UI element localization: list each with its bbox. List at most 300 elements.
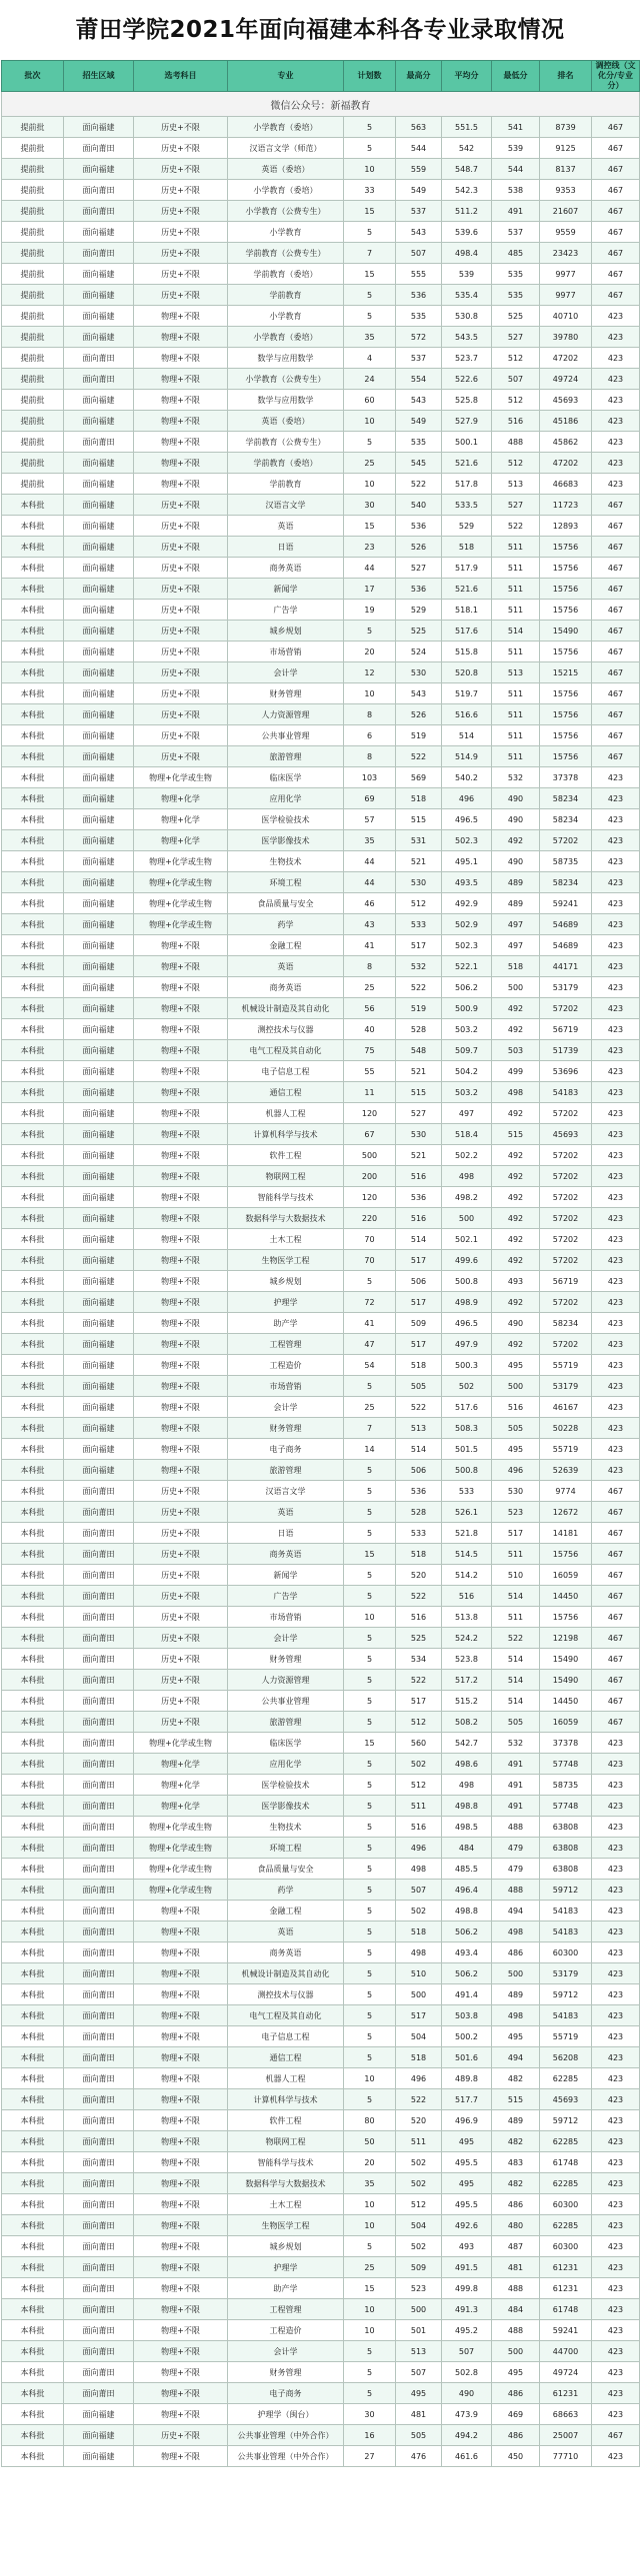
table-cell: 540 [396,495,442,516]
table-cell: 面向莆田 [64,1817,134,1838]
table-cell: 511 [492,725,540,746]
table-cell: 本科批 [2,2257,64,2278]
table-cell: 历史+不限 [134,642,228,662]
column-header: 平均分 [442,61,492,92]
table-cell: 历史+不限 [134,516,228,537]
table-cell: 517 [492,1523,540,1544]
table-cell: 面向莆田 [64,2257,134,2278]
table-cell: 423 [592,788,640,809]
table-cell: 本科批 [2,2299,64,2320]
table-cell: 490 [492,1313,540,1334]
table-cell: 机器人工程 [228,1103,344,1124]
table-cell: 物理+化学 [134,1796,228,1817]
table-cell: 物理+化学或生物 [134,851,228,872]
notice-row [2,92,640,117]
table-cell: 423 [592,830,640,851]
table-cell: 541 [492,117,540,138]
table-cell: 人力资源管理 [228,704,344,725]
table-cell: 59241 [540,2320,592,2341]
table-cell: 492 [492,1145,540,1166]
table-cell: 面向福建 [64,1124,134,1145]
table-cell: 本科批 [2,830,64,851]
table-cell: 559 [396,159,442,180]
table-cell: 60300 [540,2194,592,2215]
table-cell: 物理+不限 [134,369,228,390]
table-cell: 15756 [540,704,592,725]
table-cell: 496.4 [442,1880,492,1901]
table-cell: 本科批 [2,516,64,537]
table-cell: 14 [344,1439,396,1460]
table-cell: 历史+不限 [134,1481,228,1502]
table-cell: 面向莆田 [64,1586,134,1607]
table-cell: 生物医学工程 [228,1250,344,1271]
table-cell: 423 [592,2047,640,2068]
table-cell: 面向福建 [64,851,134,872]
table-cell: 物理+化学 [134,1775,228,1796]
table-cell: 历史+不限 [134,117,228,138]
table-cell: 历史+不限 [134,1544,228,1565]
table-cell: 49724 [540,369,592,390]
table-cell: 503.8 [442,2005,492,2026]
table-cell: 513 [492,662,540,683]
table-cell: 492 [492,1103,540,1124]
table-cell: 工程造价 [228,1355,344,1376]
table-cell: 本科批 [2,809,64,830]
table-cell: 481 [492,2257,540,2278]
table-row [2,2047,640,2068]
table-cell: 544 [492,159,540,180]
table-cell: 面向莆田 [64,2320,134,2341]
table-cell: 423 [592,2278,640,2299]
table-cell: 面向福建 [64,1292,134,1313]
table-cell: 548 [396,1040,442,1061]
column-header: 最高分 [396,61,442,92]
table-cell: 面向福建 [64,390,134,411]
table-cell: 490 [492,851,540,872]
table-row [2,453,640,474]
table-cell: 50 [344,2131,396,2152]
table-cell: 505 [396,2425,442,2446]
table-cell: 35 [344,2173,396,2194]
table-cell: 58234 [540,872,592,893]
table-cell: 539 [442,264,492,285]
table-cell: 物理+不限 [134,1942,228,1963]
table-cell: 499.8 [442,2278,492,2299]
table-cell: 35 [344,830,396,851]
table-cell: 492 [492,1208,540,1229]
table-cell: 510 [492,1565,540,1586]
table-row [2,809,640,830]
table-cell: 25 [344,1397,396,1418]
table-row [2,2320,640,2341]
table-row [2,474,640,495]
table-cell: 498 [442,1166,492,1187]
table-row [2,914,640,935]
table-cell: 5 [344,2362,396,2383]
table-cell: 513 [492,474,540,495]
table-cell: 41 [344,1313,396,1334]
table-cell: 本科批 [2,1376,64,1397]
table-cell: 545 [396,453,442,474]
table-cell: 5 [344,2026,396,2047]
table-cell: 本科批 [2,998,64,1019]
table-row [2,306,640,327]
table-cell: 6 [344,725,396,746]
table-row [2,390,640,411]
table-cell: 467 [592,1649,640,1670]
table-cell: 423 [592,1355,640,1376]
table-cell: 历史+不限 [134,201,228,222]
table-cell: 物理+不限 [134,1376,228,1397]
table-cell: 物理+不限 [134,2215,228,2236]
table-cell: 501.6 [442,2047,492,2068]
table-cell: 517 [396,1292,442,1313]
table-cell: 536 [396,285,442,306]
table-row [2,2005,640,2026]
table-cell: 528 [396,1502,442,1523]
table-cell: 527 [396,1103,442,1124]
table-cell: 工程管理 [228,2299,344,2320]
table-row [2,1334,640,1355]
table-cell: 财务管理 [228,1418,344,1439]
table-cell: 423 [592,1922,640,1942]
table-cell: 513 [396,1418,442,1439]
table-cell: 467 [592,138,640,159]
table-cell: 英语（委培） [228,411,344,432]
table-cell: 500 [492,977,540,998]
table-cell: 通信工程 [228,2047,344,2068]
table-cell: 500.3 [442,1355,492,1376]
table-cell: 517 [396,1334,442,1355]
table-cell: 5 [344,1460,396,1481]
table-cell: 本科批 [2,2215,64,2236]
table-row [2,662,640,683]
table-row [2,600,640,621]
table-row [2,2446,640,2467]
table-cell: 物理+不限 [134,2446,228,2467]
table-cell: 5 [344,1670,396,1691]
table-cell: 物理+不限 [134,935,228,956]
table-cell: 503.2 [442,1019,492,1040]
table-cell: 历史+不限 [134,1628,228,1649]
table-cell: 493.5 [442,872,492,893]
table-cell: 423 [592,1460,640,1481]
table-cell: 生物医学工程 [228,2215,344,2236]
table-cell: 494 [492,1901,540,1922]
table-cell: 49724 [540,2362,592,2383]
table-cell: 药学 [228,914,344,935]
table-cell: 本科批 [2,1775,64,1796]
table-cell: 5 [344,1859,396,1880]
table-cell: 10 [344,683,396,704]
table-cell: 汉语言文学 [228,495,344,516]
table-cell: 本科批 [2,704,64,725]
table-cell: 53179 [540,1963,592,1984]
table-cell: 本科批 [2,2152,64,2173]
table-cell: 5 [344,1984,396,2005]
table-cell: 520.8 [442,662,492,683]
table-cell: 面向莆田 [64,1565,134,1586]
table-cell: 25 [344,453,396,474]
table-cell: 历史+不限 [134,579,228,600]
table-cell: 人力资源管理 [228,1670,344,1691]
table-cell: 历史+不限 [134,683,228,704]
table-cell: 496 [492,1460,540,1481]
table-cell: 63808 [540,1838,592,1859]
table-cell: 14450 [540,1586,592,1607]
table-cell: 523 [396,2278,442,2299]
table-cell: 24 [344,369,396,390]
table-cell: 提前批 [2,180,64,201]
table-cell: 520 [396,2110,442,2131]
table-cell: 本科批 [2,788,64,809]
table-cell: 513.8 [442,1607,492,1628]
table-cell: 54689 [540,914,592,935]
table-cell: 本科批 [2,1838,64,1859]
table-cell: 旅游管理 [228,1460,344,1481]
table-row [2,1712,640,1733]
table-cell: 57202 [540,1166,592,1187]
table-cell: 本科批 [2,1460,64,1481]
table-cell: 15 [344,516,396,537]
table-row [2,432,640,453]
table-cell: 522 [396,474,442,495]
table-cell: 11723 [540,495,592,516]
table-cell: 521 [396,851,442,872]
table-cell: 15756 [540,558,592,579]
table-cell: 计算机科学与技术 [228,2089,344,2110]
table-cell: 物理+化学 [134,809,228,830]
table-row [2,1082,640,1103]
table-cell: 500 [396,1984,442,2005]
table-cell: 面向莆田 [64,1963,134,1984]
table-cell: 物理+化学 [134,1754,228,1775]
table-cell: 423 [592,2194,640,2215]
table-row [2,746,640,767]
table-cell: 面向福建 [64,537,134,558]
table-cell: 小学教育（公费专生） [228,369,344,390]
table-row [2,201,640,222]
table-cell: 本科批 [2,1418,64,1439]
table-cell: 543 [396,222,442,243]
table-cell: 提前批 [2,243,64,264]
table-cell: 本科批 [2,683,64,704]
table-cell: 本科批 [2,642,64,662]
table-cell: 482 [492,2131,540,2152]
table-row [2,1502,640,1523]
table-cell: 482 [492,2068,540,2089]
table-cell: 历史+不限 [134,243,228,264]
table-cell: 10 [344,2068,396,2089]
table-cell: 物理+不限 [134,1271,228,1292]
table-cell: 12198 [540,1628,592,1649]
table-cell: 542.3 [442,180,492,201]
table-cell: 英语 [228,1922,344,1942]
table-cell: 518.1 [442,600,492,621]
table-cell: 423 [592,1817,640,1838]
table-cell: 5 [344,138,396,159]
table-cell: 499.6 [442,1250,492,1271]
table-cell: 495.2 [442,2320,492,2341]
table-cell: 488 [492,432,540,453]
table-cell: 467 [592,264,640,285]
table-cell: 54183 [540,2005,592,2026]
table-cell: 522.6 [442,369,492,390]
wechat-notice: 微信公众号：新福教育 [2,92,640,117]
table-cell: 508.2 [442,1712,492,1733]
table-cell: 60300 [540,2236,592,2257]
table-cell: 本科批 [2,1565,64,1586]
table-cell: 物联网工程 [228,2131,344,2152]
table-cell: 516 [396,1208,442,1229]
table-cell: 501.5 [442,1439,492,1460]
table-cell: 本科批 [2,956,64,977]
table-cell: 医学检验技术 [228,1775,344,1796]
table-row [2,1523,640,1544]
table-cell: 商务英语 [228,1942,344,1963]
table-cell: 498.9 [442,1292,492,1313]
table-cell: 物理+不限 [134,1922,228,1942]
table-cell: 522 [492,516,540,537]
table-cell: 492 [492,1334,540,1355]
table-cell: 面向福建 [64,1208,134,1229]
table-cell: 15490 [540,1670,592,1691]
table-cell: 面向莆田 [64,243,134,264]
table-cell: 489 [492,893,540,914]
table-cell: 英语（委培） [228,159,344,180]
table-cell: 516 [442,1586,492,1607]
table-cell: 543 [396,390,442,411]
table-cell: 面向莆田 [64,2026,134,2047]
table-cell: 530 [396,1124,442,1145]
table-cell: 423 [592,1040,640,1061]
table-cell: 公共事业管理 [228,1691,344,1712]
table-cell: 本科批 [2,1061,64,1082]
table-cell: 495 [492,2026,540,2047]
table-cell: 505 [396,1376,442,1397]
table-cell: 525 [396,1628,442,1649]
table-cell: 47202 [540,348,592,369]
table-cell: 城乡规划 [228,1271,344,1292]
table-cell: 12672 [540,1502,592,1523]
table-row [2,2131,640,2152]
table-row [2,830,640,851]
table-cell: 525 [396,621,442,642]
table-cell: 497 [492,914,540,935]
table-cell: 502.1 [442,1229,492,1250]
table-cell: 33 [344,180,396,201]
table-cell: 机械设计制造及其自动化 [228,998,344,1019]
table-cell: 44 [344,558,396,579]
table-cell: 物理+不限 [134,1229,228,1250]
table-cell: 511 [492,642,540,662]
table-cell: 423 [592,1166,640,1187]
table-cell: 10 [344,1607,396,1628]
table-cell: 机器人工程 [228,2068,344,2089]
table-cell: 500.2 [442,2026,492,2047]
table-cell: 75 [344,1040,396,1061]
table-cell: 423 [592,453,640,474]
table-cell: 526.1 [442,1502,492,1523]
table-cell: 80 [344,2110,396,2131]
table-cell: 提前批 [2,222,64,243]
table-cell: 物理+不限 [134,327,228,348]
table-cell: 学前教育（委培） [228,453,344,474]
table-cell: 57202 [540,1145,592,1166]
table-cell: 423 [592,348,640,369]
table-row [2,159,640,180]
table-cell: 62285 [540,2215,592,2236]
table-cell: 423 [592,2383,640,2404]
table-cell: 467 [592,579,640,600]
table-cell: 面向福建 [64,621,134,642]
table-cell: 15 [344,201,396,222]
table-cell: 面向莆田 [64,2005,134,2026]
table-cell: 物理+不限 [134,2362,228,2383]
table-cell: 物理+化学或生物 [134,872,228,893]
table-cell: 历史+不限 [134,2425,228,2446]
table-cell: 面向福建 [64,264,134,285]
table-cell: 55 [344,1061,396,1082]
table-cell: 5 [344,306,396,327]
table-cell: 本科批 [2,1103,64,1124]
table-row [2,2383,640,2404]
table-cell: 532 [492,767,540,788]
table-cell: 423 [592,2236,640,2257]
table-cell: 10 [344,474,396,495]
table-cell: 本科批 [2,746,64,767]
table-cell: 498 [492,1082,540,1103]
table-cell: 面向莆田 [64,1712,134,1733]
table-cell: 本科批 [2,1397,64,1418]
table-cell: 70 [344,1250,396,1271]
table-cell: 面向莆田 [64,2362,134,2383]
table-cell: 历史+不限 [134,600,228,621]
table-cell: 488 [492,2278,540,2299]
table-cell: 533 [396,914,442,935]
table-cell: 物理+不限 [134,1145,228,1166]
table-cell: 面向福建 [64,830,134,851]
table-cell: 17 [344,579,396,600]
table-cell: 56719 [540,1271,592,1292]
table-cell: 10 [344,159,396,180]
table-cell: 小学教育（委培） [228,180,344,201]
table-row [2,642,640,662]
table-row [2,1607,640,1628]
table-cell: 面向莆田 [64,1796,134,1817]
table-cell: 492 [492,830,540,851]
column-header: 计划数 [344,61,396,92]
table-row [2,2089,640,2110]
table-cell: 物理+化学或生物 [134,1880,228,1901]
table-cell: 423 [592,1271,640,1292]
table-cell: 本科批 [2,1229,64,1250]
table-cell: 56 [344,998,396,1019]
table-cell: 面向福建 [64,411,134,432]
table-cell: 面向福建 [64,1376,134,1397]
table-cell: 423 [592,2005,640,2026]
table-cell: 本科批 [2,1334,64,1355]
table-cell: 467 [592,746,640,767]
table-cell: 提前批 [2,453,64,474]
table-cell: 本科批 [2,558,64,579]
table-cell: 面向福建 [64,2425,134,2446]
table-cell: 物理+不限 [134,2131,228,2152]
table-cell: 514 [492,1691,540,1712]
table-cell: 面向福建 [64,642,134,662]
table-row [2,1187,640,1208]
table-cell: 物理+不限 [134,1397,228,1418]
